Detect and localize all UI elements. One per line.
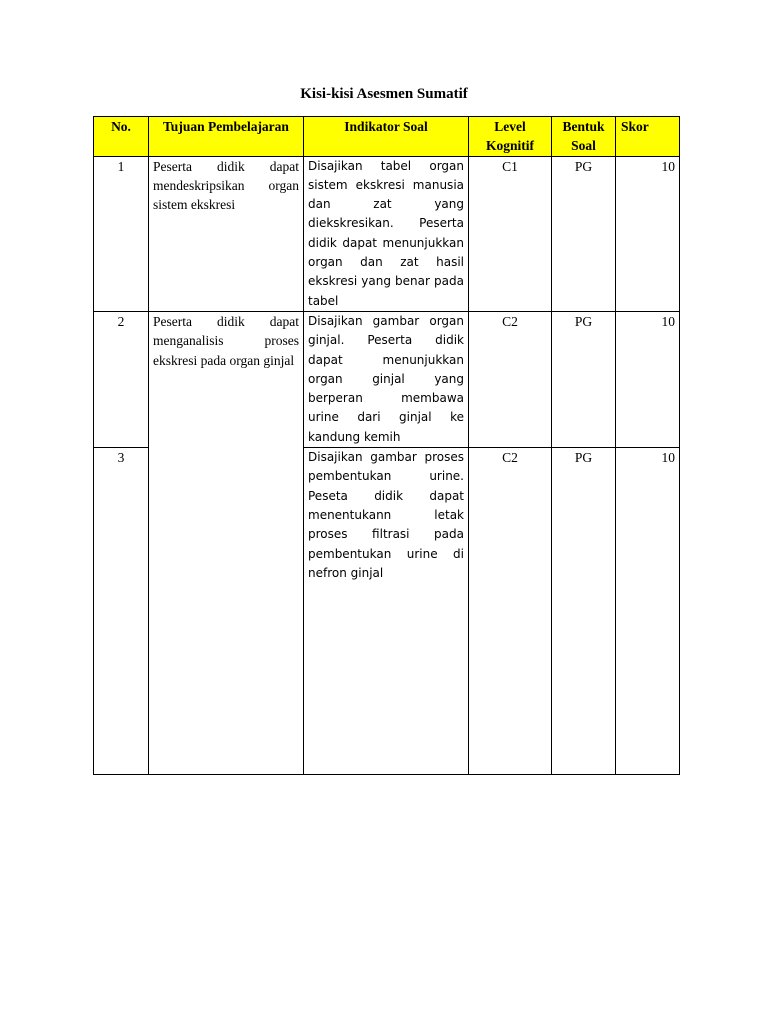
cell-no: 3 [94,448,149,775]
table-row [94,311,680,447]
cell-level: C2 [469,311,552,447]
cell-indikator: Disajikan gambar organ ginjal. Peserta didik dapat menunjukkan organ ginjal yang berperan membawa urine dari ginjal ke kandung kemih [304,311,469,447]
cell-indikator: Disajikan tabel organ sistem ekskresi manusia dan zat yang diekskresikan. Peserta didik dapat menunjukkan organ dan zat hasil ekskresi yang benar pada tabel [304,156,469,311]
document-title: Kisi-kisi Asesmen Sumatif [300,86,468,102]
cell-skor: 10 [616,311,680,447]
header-indikator-soal: Indikator Soal [304,117,469,157]
cell-level: C2 [469,448,552,775]
cell-tujuan: Peserta didik dapat mendeskripsikan organ sistem ekskresi [149,156,304,311]
header-bentuk-soal: Bentuk Soal [552,117,616,157]
cell-skor: 10 [616,156,680,311]
cell-bentuk: PG [552,311,616,447]
cell-bentuk: PG [552,448,616,775]
cell-skor: 10 [616,448,680,775]
header-level-kognitif: Level Kognitif [469,117,552,157]
header-skor: Skor [616,117,680,157]
header-row [94,117,680,157]
table-row [94,156,680,311]
cell-bentuk: PG [552,156,616,311]
kisi-kisi-table [93,116,680,775]
cell-tujuan: Peserta didik dapat menganalisis proses ekskresi pada organ ginjal [149,311,304,774]
header-tujuan-pembelajaran: Tujuan Pembelajaran [149,117,304,157]
cell-no: 1 [94,156,149,311]
cell-no: 2 [94,311,149,447]
header-no: No. [94,117,149,157]
cell-level: C1 [469,156,552,311]
cell-indikator: Disajikan gambar proses pembentukan urine. Peseta didik dapat menentukann letak proses filtrasi pada pembentukan urine di nefron ginjal [304,448,469,775]
